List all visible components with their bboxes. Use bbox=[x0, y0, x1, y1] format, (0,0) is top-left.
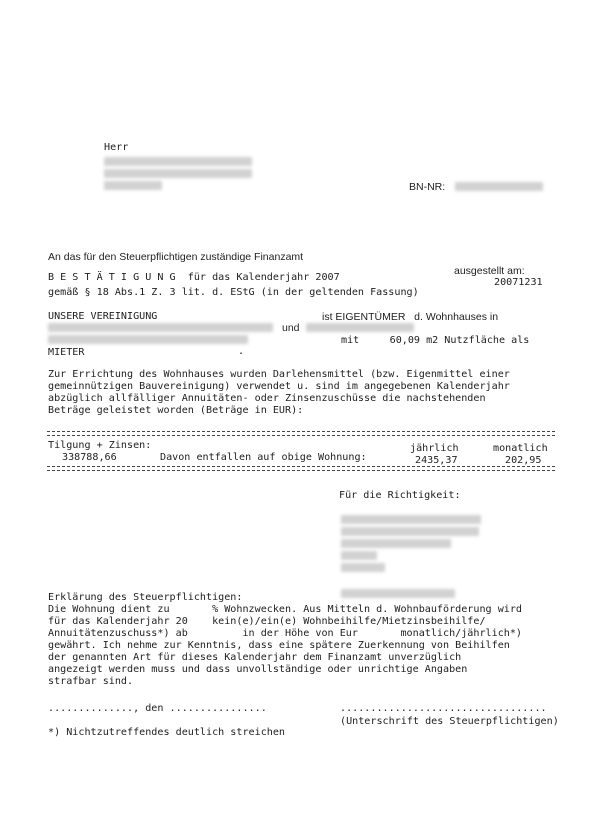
share-label: Davon entfallen auf obige Wohnung: bbox=[160, 452, 367, 463]
tenant-dot: . bbox=[238, 346, 245, 357]
declaration-line: angezeigt werden muss und dass unvollständige oder unrichtige Angaben bbox=[48, 664, 468, 675]
redacted-signer-name bbox=[341, 589, 455, 598]
footnote: *) Nichtzutreffendes deutlich streichen bbox=[48, 727, 286, 738]
association-label: UNSERE VEREINIGUNG bbox=[48, 311, 158, 322]
yearly-amount: 2435,37 bbox=[415, 455, 458, 466]
total-amount: 338788,66 bbox=[62, 452, 117, 463]
body-line: Zur Errichtung des Wohnhauses wurden Darlehensmittel (bzw. Eigenmittel einer bbox=[48, 369, 510, 380]
declaration-line: für das Kalenderjahr 20 kein(e)/ein(e) Wohnbeihilfe/Mietzinsbeihilfe/ bbox=[48, 616, 486, 627]
redacted-bn-number bbox=[455, 182, 543, 191]
declaration-line: gewährt. Ich nehme zur Kenntnis, dass eine spätere Zuerkennung von Beihilfen bbox=[48, 640, 510, 651]
area-text: mit 60,09 m2 Nutzfläche als bbox=[341, 335, 530, 346]
owner-text: ist EIGENTÜMER d. Wohnhauses in bbox=[322, 311, 499, 323]
redacted-stamp-line bbox=[341, 527, 479, 536]
redacted-association-address bbox=[48, 323, 273, 332]
declaration-line: strafbar sind. bbox=[48, 676, 134, 687]
document-subheading: gemäß § 18 Abs.1 Z. 3 lit. d. EStG (in der geltenden Fassung) bbox=[48, 287, 419, 298]
signature-label: (Unterschrift des Steuerpflichtigen) bbox=[340, 716, 559, 727]
redacted-stamp-line bbox=[341, 515, 481, 524]
body-line: Beträge geleistet worden (Beträge in EUR): bbox=[48, 405, 304, 416]
col-monthly-header: monatlich bbox=[493, 443, 548, 454]
declaration-title: Erklärung des Steuerpflichtigen: bbox=[48, 592, 243, 603]
salutation: Herr bbox=[104, 142, 129, 153]
redacted-recipient-city bbox=[104, 181, 162, 190]
body-line: gemeinnützigen Bauvereinigung) verwendet u. sind im angegebenen Kalenderjahr bbox=[48, 381, 510, 392]
redacted-tenant-name bbox=[306, 323, 414, 332]
issued-label: ausgestellt am: bbox=[454, 265, 525, 277]
finanzamt-line: An das für den Steuerpflichtigen zuständige Finanzamt bbox=[48, 251, 304, 263]
tenant-label: MIETER bbox=[48, 347, 85, 358]
declaration-line: Annuitätenzuschuss*) ab in der Höhe von Eur monatlich/jährlich*) bbox=[48, 628, 523, 639]
row-label: Tilgung + Zinsen: bbox=[48, 440, 152, 451]
body-line: abzüglich allfälliger Annuitäten- oder Zinsenzuschüsse die nachstehenden bbox=[48, 393, 486, 404]
signature-dots: .................................. bbox=[340, 703, 547, 714]
und-text: und bbox=[282, 322, 300, 334]
table-rule-top bbox=[47, 431, 555, 436]
redacted-stamp-line bbox=[341, 563, 385, 572]
redacted-stamp-line bbox=[341, 539, 451, 548]
table-rule-bottom bbox=[47, 466, 555, 471]
redacted-recipient-street bbox=[104, 169, 252, 178]
issued-date: 20071231 bbox=[494, 277, 543, 288]
col-yearly-header: jährlich bbox=[410, 443, 459, 454]
redacted-property-address bbox=[48, 335, 248, 344]
declaration-line: der genannten Art für dieses Kalenderjahr dem Finanzamt unverzüglich bbox=[48, 652, 462, 663]
document-heading: B E S T Ä T I G U N G für das Kalenderjahr 2007 bbox=[48, 272, 340, 283]
place-date-field: .............., den ................ bbox=[48, 703, 267, 714]
monthly-amount: 202,95 bbox=[505, 455, 542, 466]
redacted-recipient-name bbox=[104, 157, 252, 166]
certification-label: Für die Richtigkeit: bbox=[339, 490, 461, 501]
declaration-line: Die Wohnung dient zu % Wohnzwecken. Aus Mitteln d. Wohnbauförderung wird bbox=[48, 604, 523, 615]
bn-label: BN-NR: bbox=[409, 181, 446, 193]
redacted-stamp-line bbox=[341, 551, 377, 560]
